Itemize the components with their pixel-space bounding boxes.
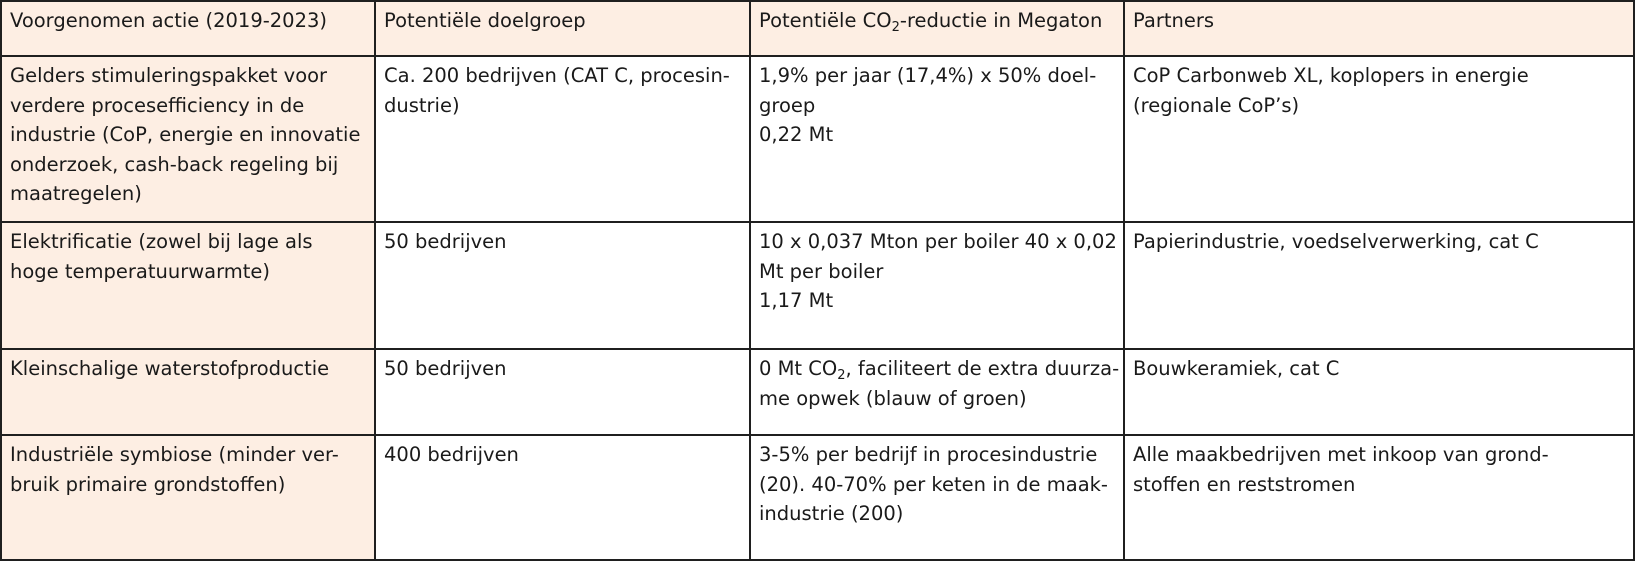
cell-target-group: 400 bedrijven [375,435,750,560]
cell-partners: CoP Carbonweb XL, koplopers in energie (regionale CoP’s) [1124,56,1634,222]
header-partners: Partners [1124,1,1634,56]
cell-target-group: 50 bedrijven [375,349,750,435]
cell-target-group: 50 bedrijven [375,222,750,349]
cell-partners: Papierindustrie, voedselverwerking, cat C [1124,222,1634,349]
cell-action: Elektrificatie (zowel bij lage als hoge temperatuurwarmte) [1,222,375,349]
table-row [1,349,1634,435]
table-row [1,435,1634,560]
cell-partners: Alle maakbedrijven met inkoop van grond- stoffen en reststromen [1124,435,1634,560]
header-co2-reduction: Potentiële $CO_2$-reductie in Megaton [750,1,1124,56]
header-target-group: Potentiële doelgroep [375,1,750,56]
cell-co2-reduction: 1,9% per jaar (17,4%) x 50% doel- groep 0,22 Mt [750,56,1124,222]
cell-co2-reduction: 10 x 0,037 Mton per boiler 40 x 0,02 Mt per boiler 1,17 Mt [750,222,1124,349]
cell-action: Industriële symbiose (minder ver- bruik primaire grondstoffen) [1,435,375,560]
table-header-row [1,1,1634,56]
table-row [1,56,1634,222]
cell-action: Kleinschalige waterstofproductie [1,349,375,435]
table-row [1,222,1634,349]
cell-partners: Bouwkeramiek, cat C [1124,349,1634,435]
cell-action: Gelders stimuleringspakket voor verdere procesefficiency in de industrie (CoP, energie en innovatie onderzoek, cash-back regeling bij maatregelen) [1,56,375,222]
cell-target-group: Ca. 200 bedrijven (CAT C, procesin- dustrie) [375,56,750,222]
header-action: Voorgenomen actie (2019-2023) [1,1,375,56]
cell-co2-reduction: 3-5% per bedrijf in procesindustrie (20). 40-70% per keten in de maak- industrie (200) [750,435,1124,560]
cell-co2-reduction: 0 Mt $CO_2$, faciliteert de extra duurza- me opwek (blauw of groen) [750,349,1124,435]
